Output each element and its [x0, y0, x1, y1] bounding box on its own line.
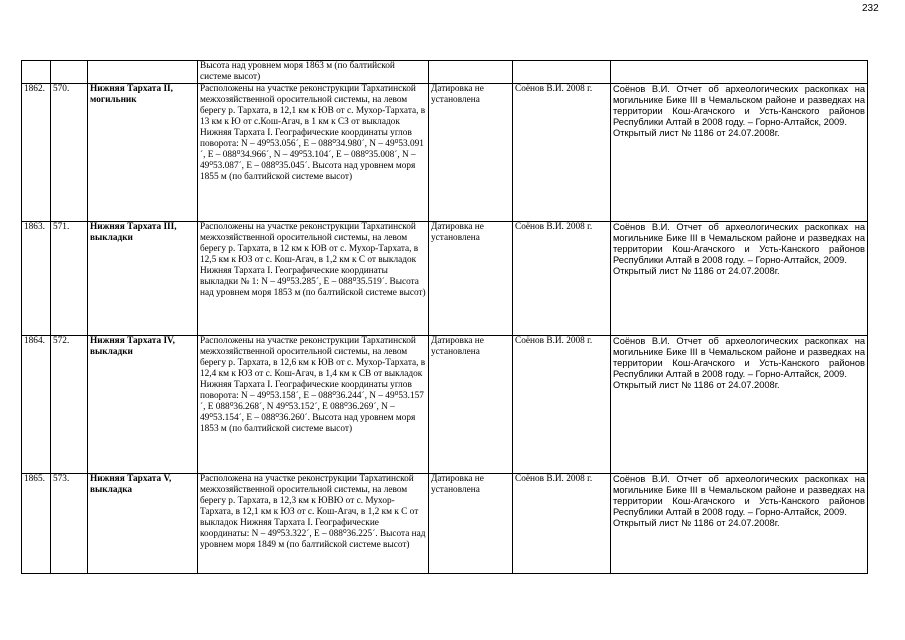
row-index: 573. — [51, 474, 88, 574]
row-number: 1863. — [22, 222, 51, 336]
row-index — [51, 61, 88, 84]
monument-dating: Датировка не установлена — [429, 474, 513, 574]
monument-description: Расположена на участке реконструкции Тархатинской межхозяйственной оросительной системы, на левом берегу р. Тархата, в 12,3 км к ЮВЮ от с. Мухор-Тархата, в 12,1 км к ЮЗ от с. Кош-Агач, в 1,2 км к С от выкладок Нижняя Тархата I. Географические координаты: N – 49⁰53.322´, E – 088⁰36.225´. Высота над уровнем моря 1849 м (по балтийской системе высот) — [198, 474, 429, 574]
monument-dating: Датировка не установлена — [429, 336, 513, 474]
monument-name — [88, 61, 198, 84]
monument-literature: Сoёнов В.И. Отчет об археологических раскопках на могильнике Бике III в Чемальском районе и разведках на территории Кош-Агачского и Усть-Канского районов Республики Алтай в 2008 году. – Горно-Алтайск, 2009. — [613, 222, 865, 265]
row-number: 1864. — [22, 336, 51, 474]
excavation-permit: Открытый лист № 1186 от 24.07.2008г. — [613, 128, 780, 138]
monument-author: Сoёнов В.И. 2008 г. — [513, 474, 611, 574]
monument-literature: Сoёнов В.И. Отчет об археологических раскопках на могильнике Бике III в Чемальском районе и разведках на территории Кош-Агачского и Усть-Канского районов Республики Алтай в 2008 году. – Горно-Алтайск, 2009. — [613, 474, 865, 517]
monument-author: Соёнов В.И. 2008 г. — [513, 84, 611, 222]
monument-name: Нижняя Тархата III, выкладки — [88, 222, 198, 336]
monument-literature-cell — [611, 474, 868, 574]
row-number — [22, 61, 51, 84]
monument-literature: Сoёнов В.И. Отчет об археологических раскопках на могильнике Бике III в Чемальском районе и разведках на территории Кош-Агачского и Усть-Канского районов Республики Алтай в 2008 году. – Горно-Алтайск, 2009. — [613, 336, 865, 379]
table-row — [22, 474, 868, 574]
row-index: 572. — [51, 336, 88, 474]
monument-author — [513, 61, 611, 84]
monument-name: Нижняя Тархата II, могильник — [88, 84, 198, 222]
monument-literature-cell — [611, 222, 868, 336]
table-row — [22, 336, 868, 474]
table-row — [22, 222, 868, 336]
row-number: 1865. — [22, 474, 51, 574]
excavation-permit: Открытый лист № 1186 от 24.07.2008г. — [613, 380, 780, 390]
monument-description: Расположены на участке реконструкции Тархатинской межхозяйственной оросительной системы, на левом берегу р. Тархата, в 12,1 км к ЮВ от с. Мухор-Тархата, в 13 км к Ю от с.Кош-Агач, в 1 км к СЗ от выкладок Нижняя Тархата I. Географические координаты углов поворота: N – 49⁰53.056´, E – 088⁰34.980´, N – 49⁰53.091´, E – 088⁰34.966´, N – 49⁰53.104´, E – 088⁰35.008´, N – 49⁰53.087´, E – 088⁰35.045´. Высота над уровнем моря 1855 м (по балтийской системе высот) — [198, 84, 429, 222]
monument-description: Расположены на участке реконструкции Тархатинской межхозяйственной оросительной системы, на левом берегу р. Тархата, в 12 км к ЮВ от с. Мухор-Тархата, в 12,5 км к ЮЗ от с. Кош-Агач, в 1,2 км к С от выкладок Нижняя Тархата I. Географические координаты выкладки № 1: N – 49⁰53.285´, E – 088⁰35.519´. Высота над уровнем моря 1853 м (по балтийской системе высот) — [198, 222, 429, 336]
monument-literature-cell — [611, 336, 868, 474]
monument-literature: Сoёнов В.И. Отчет об археологических раскопках на могильнике Бике III в Чемальском районе и разведках на территории Кош-Агачского и Усть-Канского районов Республики Алтай в 2008 году. – Горно-Алтайск, 2009. — [613, 84, 865, 127]
table-row — [22, 84, 868, 222]
monument-literature-cell — [611, 84, 868, 222]
monument-author: Сoёнов В.И. 2008 г. — [513, 336, 611, 474]
table-row-continuation — [22, 61, 868, 84]
excavation-permit: Открытый лист № 1186 от 24.07.2008г. — [613, 266, 780, 276]
monument-name: Нижняя Тархата IV, выкладки — [88, 336, 198, 474]
monuments-table — [21, 60, 868, 574]
monument-dating — [429, 61, 513, 84]
monument-name: Нижняя Тархата V, выкладка — [88, 474, 198, 574]
row-index: 571. — [51, 222, 88, 336]
monument-literature — [611, 61, 868, 84]
monument-dating: Датировка не установлена — [429, 84, 513, 222]
excavation-permit: Открытый лист № 1186 от 24.07.2008г. — [613, 518, 780, 528]
row-index: 570. — [51, 84, 88, 222]
monument-description: Расположены на участке реконструкции Тархатинской межхозяйственной оросительной системы, на левом берегу р. Тархата, в 12,6 км к ЮВ от с. Мухор-Тархата, в 12,4 км к ЮЗ от с. Кош-Агач, в 1,4 км к СВ от выкладок Нижняя Тархата I. Географические координаты углов поворота: N – 49⁰53.158´, E – 088⁰36.244´, N – 49⁰53.157´, E 088⁰36.268´, N 49⁰53.152´, E 088⁰36.269´, N – 49⁰53.154´, E – 088⁰36.260´. Высота над уровнем моря 1853 м (по балтийской системе высот) — [198, 336, 429, 474]
monument-description: Высота над уровнем моря 1863 м (по балтийской системе высот) — [198, 61, 429, 84]
row-number: 1862. — [22, 84, 51, 222]
page-number: 232 — [862, 3, 879, 14]
monument-author: Сoёнов В.И. 2008 г. — [513, 222, 611, 336]
monument-dating: Датировка не установлена — [429, 222, 513, 336]
